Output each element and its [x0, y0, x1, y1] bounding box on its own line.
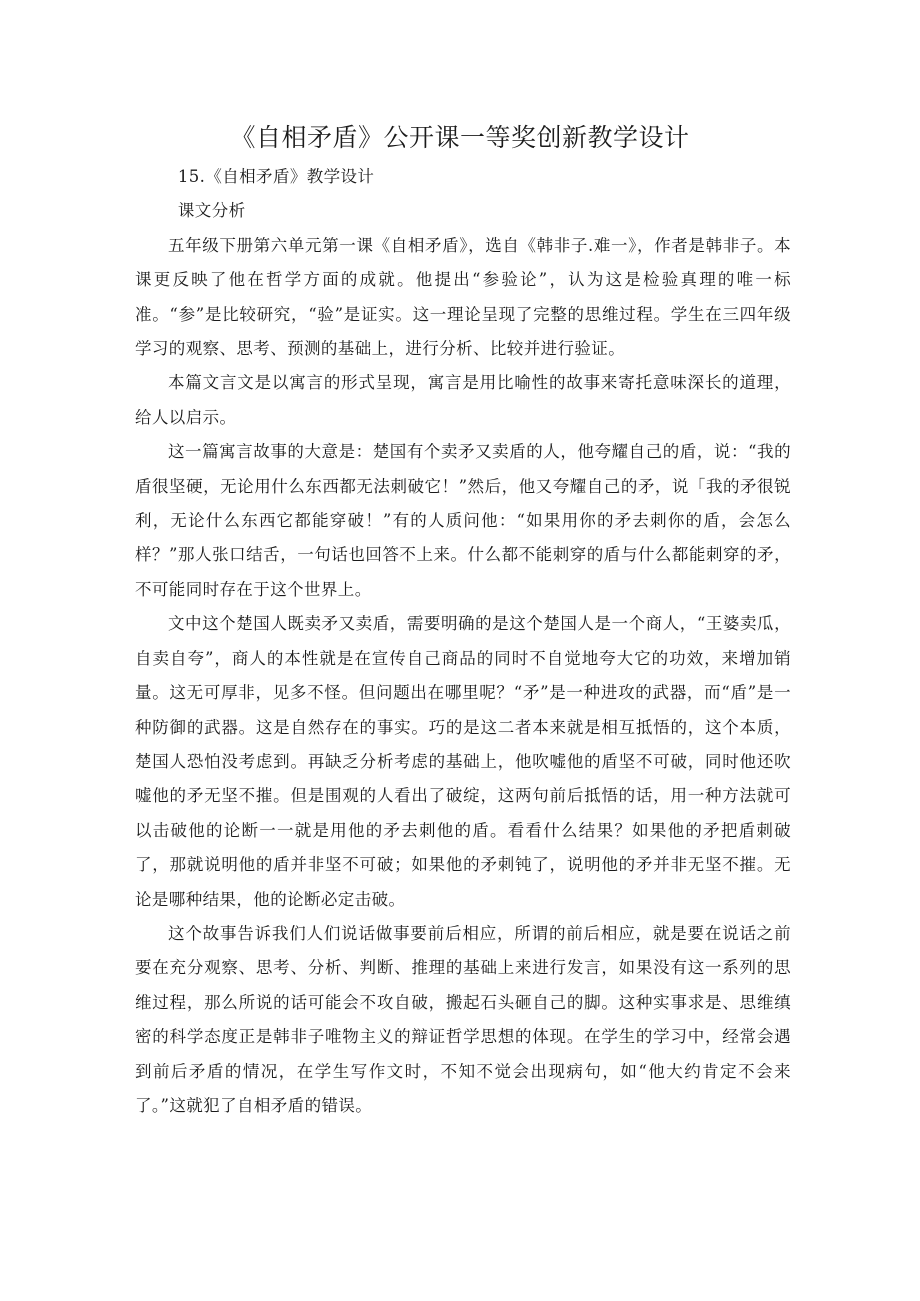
paragraph-2: 本篇文言文是以寓言的形式呈现，寓言是用比喻性的故事来寄托意味深长的道理，给人以启示。 [135, 373, 791, 427]
document-title: 《自相矛盾》公开课一等奖创新教学设计 [230, 123, 690, 152]
section-heading: 课文分析 [177, 201, 246, 221]
paragraph-5: 这个故事告诉我们人们说话做事要前后相应，所谓的前后相应，就是要在说话之前要在充分观察、思考、分析、判断、推理的基础上来进行发言，如果没有这一系列的思维过程，那么所说的话可能会不攻自破，搬起石头砸自己的脚。这种实事求是、思维缜密的科学态度正是韩非子唯物主义的辩证哲学思想的体现。在学生的学习中，经常会遇到前后矛盾的情况，在学生写作文时，不知不觉会出现病句，如“他大约肯定不会来了。”这就犯了自相矛盾的错误。 [135, 923, 791, 1115]
document-body [135, 160, 791, 1123]
paragraph-3: 这一篇寓言故事的大意是：楚国有个卖矛又卖盾的人，他夸耀自己的盾，说：“我的盾很坚硬，无论用什么东西都无法刺破它！”然后，他又夸耀自己的矛，说「我的矛很锐利，无论什么东西它都能穿破！”有的人质问他：“如果用你的矛去刺你的盾，会怎么样？”那人张口结舌，一句话也回答不上来。什么都不能刺穿的盾与什么都能刺穿的矛，不可能同时存在于这个世界上。 [135, 442, 791, 599]
paragraph-4: 文中这个楚国人既卖矛又卖盾，需要明确的是这个楚国人是一个商人，“王婆卖瓜，自卖自夸”，商人的本性就是在宣传自己商品的同时不自觉地夸大它的功效，来增加销量。这无可厚非，见多不怪。但问题出在哪里呢？“矛”是一种进攻的武器，而“盾”是一种防御的武器。这是自然存在的事实。巧的是这二者本来就是相互抵悟的，这个本质，楚国人恐怕没考虑到。再缺乏分析考虑的基础上，他吹嘘他的盾坚不可破，同时他还吹嘘他的矛无坚不摧。但是围观的人看出了破绽，这两句前后抵悟的话，用一种方法就可以击破他的论断一一就是用他的矛去刺他的盾。看看什么结果？如果他的矛把盾刺破了，那就说明他的盾并非坚不可破；如果他的矛刺钝了，说明他的矛并非无坚不摧。无论是哪种结果，他的论断必定击破。 [135, 614, 791, 909]
lesson-heading: 15.《自相矛盾》教学设计 [177, 167, 375, 186]
paragraph-1: 五年级下册第六单元第一课《自相矛盾》，选自《韩非子.难一》，作者是韩非子。本课更反映了他在哲学方面的成就。他提出“参验论”，认为这是检验真理的唯一标准。“参”是比较研究，“验”是证实。这一理论呈现了完整的思维过程。学生在三四年级学习的观察、思考、预测的基础上，进行分析、比较并进行验证。 [135, 235, 791, 359]
